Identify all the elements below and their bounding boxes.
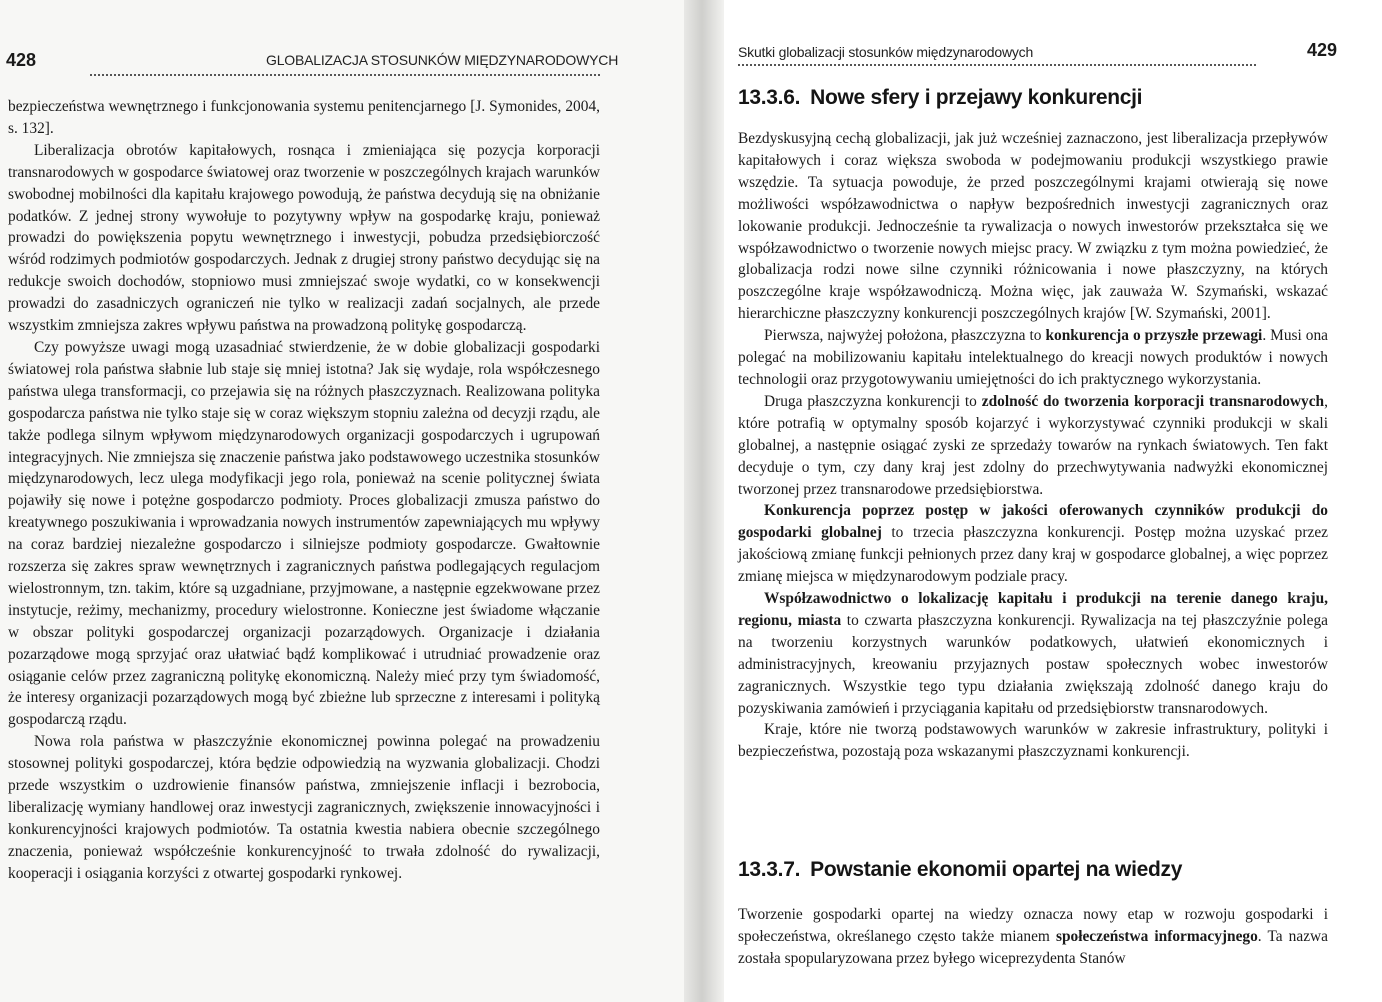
- right-page-number: 429: [1307, 40, 1338, 60]
- left-paragraph-2: Liberalizacja obrotów kapitałowych, rosnąca i zmieniająca się pozycja korporacji transnarodowych w gospodarce światowej oraz tworzenie w poszczególnych krajach warunków swobodnej mobilności dla kapitału krajowego powodują, że państwa decydują się na obniżanie podatków. Z jednej strony wywołuje to pozytywny wpływ na gospodarkę kraju, ponieważ prowadzi do powiększenia popytu wewnętrznego i inwestycji, pobudza przedsiębiorczość wśród rodzimych podmiotów gospodarczych. Jednak z drugiej strony państwo decydując się na redukcje swoich dochodów, stopniowo musi zmniejszać swoje wydatki, co w konsekwencji prowadzi do zasadniczych ograniczeń nie tylko w realizacji zadań socjalnych, ale przede wszystkim zmniejsza zakres wpływu państwa na prowadzoną politykę gospodarczą.: [8, 141, 600, 335]
- left-paragraph-1: bezpieczeństwa wewnętrznego i funkcjonowania systemu penitencjarnego [J. Symonides, 2004, s. 132].: [8, 98, 600, 137]
- section-number: 13.3.7.: [738, 858, 801, 881]
- left-page-number: 428: [6, 50, 37, 70]
- right-running-title: Skutki globalizacji stosunków międzynarodowych: [738, 44, 1034, 60]
- left-header-rule: [90, 74, 600, 78]
- right-header-rule: [738, 64, 1256, 68]
- s1-paragraph-5: Współzawodnictwo o lokalizację kapitału i produkcji na terenie danego kraju, regionu, miasta to czwarta płaszczyzna konkurencji. Rywalizacja na tej płaszczyźnie polega na tworzeniu korzystnych warunków podatkowych, ułatwień ekonomicznych i administracyjnych, kreowaniu przyjaznych postaw społecznych wobec inwestorów zagranicznych. Wszystkie tego typu działania zwiększają zdolność danego kraju do pozyskiwania zamówień i przyciągania kapitału od przedsiębiorstw transnarodowych.: [738, 590, 1328, 717]
- s1-paragraph-4: Konkurencja poprzez postęp w jakości oferowanych czynników produkcji do gospodarki globalnej to trzecia płaszczyzna konkurencji. Postęp można uzyskać przez jakościową zmianę funkcji pełnionych przez dany kraj w gospodarce globalnej, a więc poprzez zmianę miejsca w międzynarodowym podziale pracy.: [738, 502, 1328, 586]
- section-title: Nowe sfery i przejawy konkurencji: [810, 86, 1143, 109]
- right-page: [724, 0, 1382, 1002]
- left-running-title: GLOBALIZACJA STOSUNKÓW MIĘDZYNARODOWYCH: [266, 52, 619, 68]
- section-1-body: [738, 128, 1328, 763]
- s1-paragraph-6: Kraje, które nie tworzą podstawowych warunków w zakresie infrastruktury, polityki i bezpieczeństwa, pozostają poza wskazanymi płaszczyznami konkurencji.: [738, 721, 1328, 761]
- s1-paragraph-2: Pierwsza, najwyżej położona, płaszczyzna to konkurencja o przyszłe przewagi. Musi ona polegać na mobilizowaniu kapitału intelektualnego do kreacji nowych produktów i nowych technologii oraz przygotowywaniu umiejętności do ich praktycznego wykorzystania.: [738, 327, 1328, 388]
- left-paragraph-3: Czy powyższe uwagi mogą uzasadniać stwierdzenie, że w dobie globalizacji gospodarki światowej rola państwa słabnie lub staje się mniej istotna? Jak się wydaje, rola współczesnego państwa ulega transformacji, co przejawia się na różnych płaszczyznach. Realizowana polityka gospodarcza państwa nie tylko staje się w coraz większym stopniu zależna od decyzji rządu, ale także podlega silnym wpływom międzynarodowych organizacji gospodarczych i ugrupowań integracyjnych. Nie zmniejsza się znaczenie państwa jako podstawowego uczestnika stosunków międzynarodowych, lecz ulega modyfikacji jego rola, ponieważ na scenie politycznej świata pojawiły się nowe i potężne gospodarczo podmioty. Proces globalizacji zmusza państwo do kreatywnego poszukiwania i wprowadzania nowych instrumentów zapewniających mu wpływy na coraz bardziej niezależne gospodarczo i silniejsze podmioty gospodarcze. Gwałtownie rozszerza się zakres spraw wewnętrznych i zagranicznych państwa podlegających regulacjom wielostronnym, tzn. takim, które są uzgadniane, przyjmowane, a następnie egzekwowane przez instytucje, reżimy, mechanizmy, procedury wielostronne. Konieczne jest świadome włączanie w obszar polityki gospodarczej organizacji pozarządowych. Organizacje i działania pozarządowe mogą sprzyjać oraz ułatwiać bądź komplikować i utrudniać prowadzenie oraz osiąganie celów przez zagraniczną politykę ekonomiczną. Należy mieć przy tym świadomość, że interesy organizacji pozarządowych mogą być zbieżne lub sprzeczne z interesami i polityką gospodarczą rządu.: [8, 338, 600, 729]
- section-title: Powstanie ekonomii opartej na wiedzy: [810, 858, 1183, 881]
- book-gutter: [684, 0, 724, 1002]
- left-body-text: [8, 96, 600, 885]
- bold-term: Konkurencja poprzez postęp w jakości oferowanych czynników produkcji do gospodarki globalnej: [738, 502, 1328, 542]
- bold-term: zdolność do tworzenia korporacji transnarodowych: [981, 392, 1325, 410]
- left-paragraph-4: Nowa rola państwa w płaszczyźnie ekonomicznej powinna polegać na prowadzeniu stosownej polityki gospodarczej, która będzie odpowiedzią na wyzwania globalizacji. Chodzi przede wszystkim o uzdrowienie finansów państwa, zmniejszenie inflacji i bezrobocia, liberalizację wymiany handlowej oraz inwestycji zagranicznych, zwiększenie innowacyjności i konkurencyjności krajowych podmiotów. Ta ostatnia kwestia nabiera obecnie szczególnego znaczenia, ponieważ współcześnie konkurencyjność to trwała zdolność do rywalizacji, kooperacji i osiągania korzyści z otwartej gospodarki rynkowej.: [8, 733, 600, 882]
- section-heading-13-3-7: [738, 858, 1182, 882]
- s1-paragraph-3: Druga płaszczyzna konkurencji to zdolność do tworzenia korporacji transnarodowych, które potrafią w optymalny sposób kojarzyć i wykorzystywać czynniki produkcji w skali globalnej, a następnie osiągać zyski ze sprzedaży towarów na rynkach światowych. Ten fakt decyduje o tym, czy dany kraj jest zdolny do przechwytywania nadwyżki ekonomicznej tworzonej przez transnarodowe przedsiębiorstwa.: [738, 392, 1328, 498]
- section-heading-13-3-6: [738, 86, 1142, 110]
- section-number: 13.3.6.: [738, 86, 801, 109]
- bold-term: społeczeństwa informacyjnego: [1055, 927, 1258, 945]
- bold-term: Współzawodnictwo o lokalizację kapitału i produkcji na terenie danego kraju, regionu, miasta: [738, 590, 1328, 629]
- section-2-body: [738, 904, 1328, 970]
- s2-paragraph-1: Tworzenie gospodarki opartej na wiedzy oznacza nowy etap w rozwoju gospodarki i społeczeństwa, określanego często także mianem społeczeństwa informacyjnego. Ta nazwa została spopularyzowana przez byłego wiceprezydenta Stanów: [738, 906, 1328, 967]
- s1-paragraph-1: Bezdyskusyjną cechą globalizacji, jak już wcześniej zaznaczono, jest liberalizacja przepływów kapitałowych i coraz większa swoboda w podejmowaniu produkcji wszystkiego prawie wszędzie. Ta sytuacja powoduje, że przed poszczególnymi krajami otwierają się nowe możliwości współzawodnictwa o napływ bezpośrednich inwestycji zagranicznych oraz lokowanie produkcji. Jednocześnie ta rywalizacja o nowych inwestorów przekształca się we współzawodnictwo o tworzenie nowych miejsc pracy. W związku z tym można powiedzieć, że globalizacja rodzi nowe silne czynniki różnicowania i nowe płaszczyzny, na których poszczególne kraje współzawodniczą. Można więc, jak zauważa W. Szymański, wskazać hierarchiczne płaszczyzny konkurencji poszczególnych krajów [W. Szymański, 2001].: [738, 130, 1328, 323]
- bold-term: konkurencja o przyszłe przewagi: [1045, 327, 1263, 345]
- left-page: [0, 0, 684, 1002]
